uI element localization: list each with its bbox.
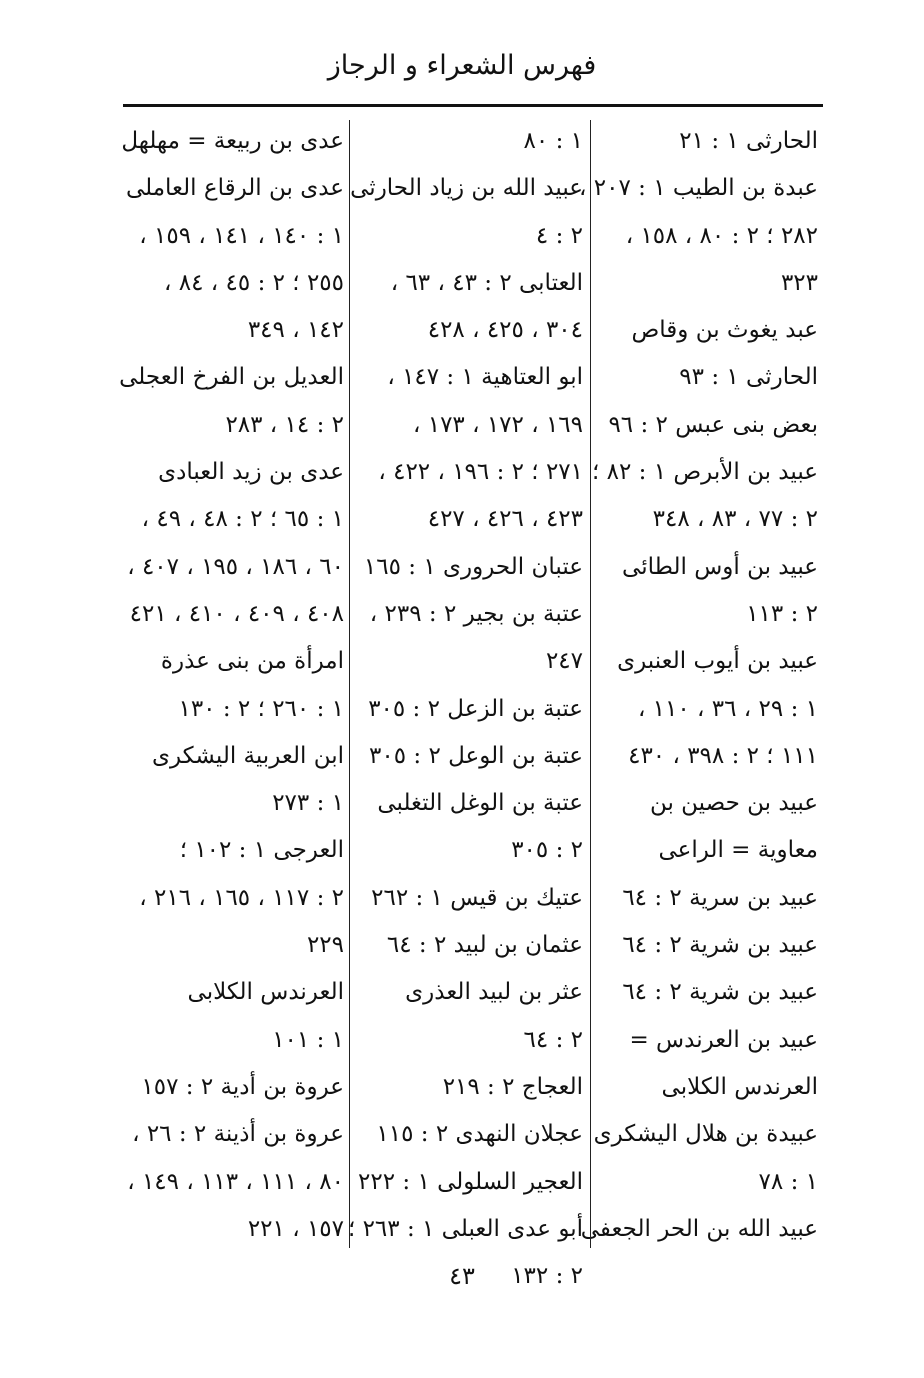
column-middle	[347, 118, 583, 1300]
index-entry-line: ١٦٩ ، ١٧٢ ، ١٧٣ ،	[412, 411, 583, 438]
index-entry-line: عبيد بن شرية ٢ : ٦٤	[622, 979, 818, 1006]
index-entry-line: ١ : ١٤٠ ، ١٤١ ، ١٥٩ ،	[139, 222, 344, 249]
index-entry-line: عبيدة بن هلال اليشكرى	[593, 1121, 818, 1148]
index-entry-line: العرندس الكلابى	[661, 1073, 818, 1100]
index-entry-line: العرجى ١ : ١٠٢ ؛	[179, 837, 344, 864]
index-entry-line: ١١١ ؛ ٢ : ٣٩٨ ، ٤٣٠	[628, 742, 818, 769]
index-entry-line: امرأة من بنى عذرة	[160, 648, 344, 675]
index-entry-line: ١٥٧ ، ٢٢١	[247, 1215, 344, 1242]
page-header: فهرس الشعراء و الرجاز	[327, 50, 597, 81]
index-entry-line: عبيد بن أيوب العنبرى	[617, 648, 818, 675]
index-entry-line: ١ : ١٠١	[272, 1026, 344, 1053]
index-entry-line: العجير السلولى ١ : ٢٢٢	[358, 1168, 583, 1195]
index-entry-line: ٤٠٨ ، ٤٠٩ ، ٤١٠ ، ٤٢١	[129, 600, 344, 627]
index-entry-line: معاوية = الراعى	[658, 837, 818, 864]
index-entry-line: ٨٠ ، ١١١ ، ١١٣ ، ١٤٩ ،	[127, 1168, 344, 1195]
index-entry-line: عبيد بن حصين بن	[649, 790, 818, 817]
page-number: ٤٣	[449, 1262, 475, 1290]
index-entry-line: عبيد بن أوس الطائى	[622, 553, 818, 580]
index-entry-line: عبيد الله بن زياد الحارثى	[350, 175, 583, 202]
index-entry-line: ٢ : ١٣٢	[511, 1263, 583, 1290]
index-entry-line: ٣٢٣	[780, 269, 818, 296]
index-entry-line: ٤٢٣ ، ٤٢٦ ، ٤٢٧	[427, 506, 583, 533]
index-entry-line: عدى بن ربيعة = مهلهل	[121, 128, 344, 154]
index-entry-line: العتابى ٢ : ٤٣ ، ٦٣ ،	[390, 269, 583, 296]
index-entry-line: عتبة بن الوغل التغلبى	[377, 790, 583, 817]
index-entry-line: عبدة بن الطيب ١ : ٢٠٧ ،	[579, 175, 818, 202]
index-entry-line: عتبة بن الوعل ٢ : ٣٠٥	[369, 742, 583, 769]
index-entry-line: ١ : ٢٦٠ ؛ ٢ : ١٣٠	[178, 695, 344, 722]
index-entry-line: ١ : ٨٠	[523, 128, 583, 154]
index-entry-line: ٢٥٥ ؛ ٢ : ٤٥ ، ٨٤ ،	[164, 269, 344, 296]
index-entry-line: بعض بنى عبس ٢ : ٩٦	[608, 411, 818, 438]
index-entry-line: عثمان بن لبيد ٢ : ٦٤	[386, 932, 583, 959]
index-entry-line: ١ : ٦٥ ؛ ٢ : ٤٨ ، ٤٩ ،	[141, 506, 344, 533]
index-entry-line: ٦٠ ، ١٨٦ ، ١٩٥ ، ٤٠٧ ،	[127, 553, 344, 580]
index-entry-line: ٢ : ٧٧ ، ٨٣ ، ٣٤٨	[652, 506, 818, 533]
index-entry-line: ١ : ٢٩ ، ٣٦ ، ١١٠ ،	[637, 695, 818, 722]
index-entry-line: العرندس الكلابى	[187, 979, 344, 1006]
index-entry-line: عبيد بن الأبرص ١ : ٨٢ ؛	[591, 459, 818, 486]
index-entry-line: أبو عدى العبلى ١ : ٢٦٣ ؛	[347, 1215, 583, 1242]
column-divider-right	[590, 120, 591, 1248]
index-entry-line: ٢ : ٣٠٥	[511, 837, 583, 864]
index-entry-line: ٢ : ١١٧ ، ١٦٥ ، ٢١٦ ،	[139, 884, 344, 911]
index-entry-line: ١ : ٢٧٣	[272, 790, 344, 817]
index-entry-line: العجاج ٢ : ٢١٩	[442, 1073, 583, 1100]
index-entry-line: عجلان النهدى ٢ : ١١٥	[376, 1121, 583, 1148]
index-entry-line: عدى بن الرقاع العاملى	[125, 175, 344, 202]
index-entry-line: ٢ : ١١٣	[746, 600, 818, 627]
index-entry-line: عتبة بن بجير ٢ : ٢٣٩ ،	[369, 600, 583, 627]
index-entry-line: ٢ : ٤	[535, 222, 583, 249]
index-entry-line: عتبان الحرورى ١ : ١٦٥	[363, 553, 583, 580]
index-entry-line: عدى بن زيد العبادى	[158, 459, 344, 486]
index-entry-line: عبيد بن العرندس =	[629, 1026, 818, 1053]
index-entry-line: عتيك بن قيس ١ : ٢٦٢	[371, 884, 583, 911]
index-entry-line: عثر بن لبيد العذرى	[405, 979, 583, 1006]
index-entry-line: عبيد بن سرية ٢ : ٦٤	[622, 884, 818, 911]
index-entry-line: ٢٢٩	[306, 932, 344, 959]
index-entry-line: ١ : ٧٨	[758, 1168, 818, 1195]
index-entry-line: الحارثى ١ : ٢١	[679, 128, 818, 154]
header-rule	[123, 104, 823, 107]
index-entry-line: ٢ : ٦٤	[523, 1026, 583, 1053]
index-entry-line: عبيد الله بن الحر الجعفى	[580, 1215, 818, 1242]
index-entry-line: عتبة بن الزعل ٢ : ٣٠٥	[368, 695, 583, 722]
column-left	[108, 118, 344, 1253]
index-entry-line: ٢٧١ ؛ ٢ : ١٩٦ ، ٤٢٢ ،	[378, 459, 583, 486]
index-entry-line: ابن العربية اليشكرى	[151, 742, 344, 769]
index-entry-line: عبيد بن شرية ٢ : ٦٤	[622, 932, 818, 959]
index-entry-line: ٣٠٤ ، ٤٢٥ ، ٤٢٨	[427, 317, 583, 344]
index-entry-line: ١٤٢ ، ٣٤٩	[247, 317, 344, 344]
index-entry-line: الحارثى ١ : ٩٣	[679, 364, 818, 391]
index-entry-line: ابو العتاهية ١ : ١٤٧ ،	[387, 364, 583, 391]
index-entry-line: العديل بن الفرخ العجلى	[119, 364, 344, 391]
index-entry-line: عبد يغوث بن وقاص	[631, 317, 818, 344]
index-entry-line: عروة بن أدية ٢ : ١٥٧	[141, 1073, 344, 1100]
index-entry-line: عروة بن أذينة ٢ : ٢٦ ،	[132, 1121, 344, 1148]
index-entry-line: ٢٤٧	[545, 648, 583, 675]
index-entry-line: ٢ : ١٤ ، ٢٨٣	[225, 411, 344, 438]
index-entry-line: ٢٨٢ ؛ ٢ : ٨٠ ، ١٥٨ ،	[625, 222, 818, 249]
column-right	[579, 118, 818, 1253]
column-divider-left	[349, 120, 350, 1248]
